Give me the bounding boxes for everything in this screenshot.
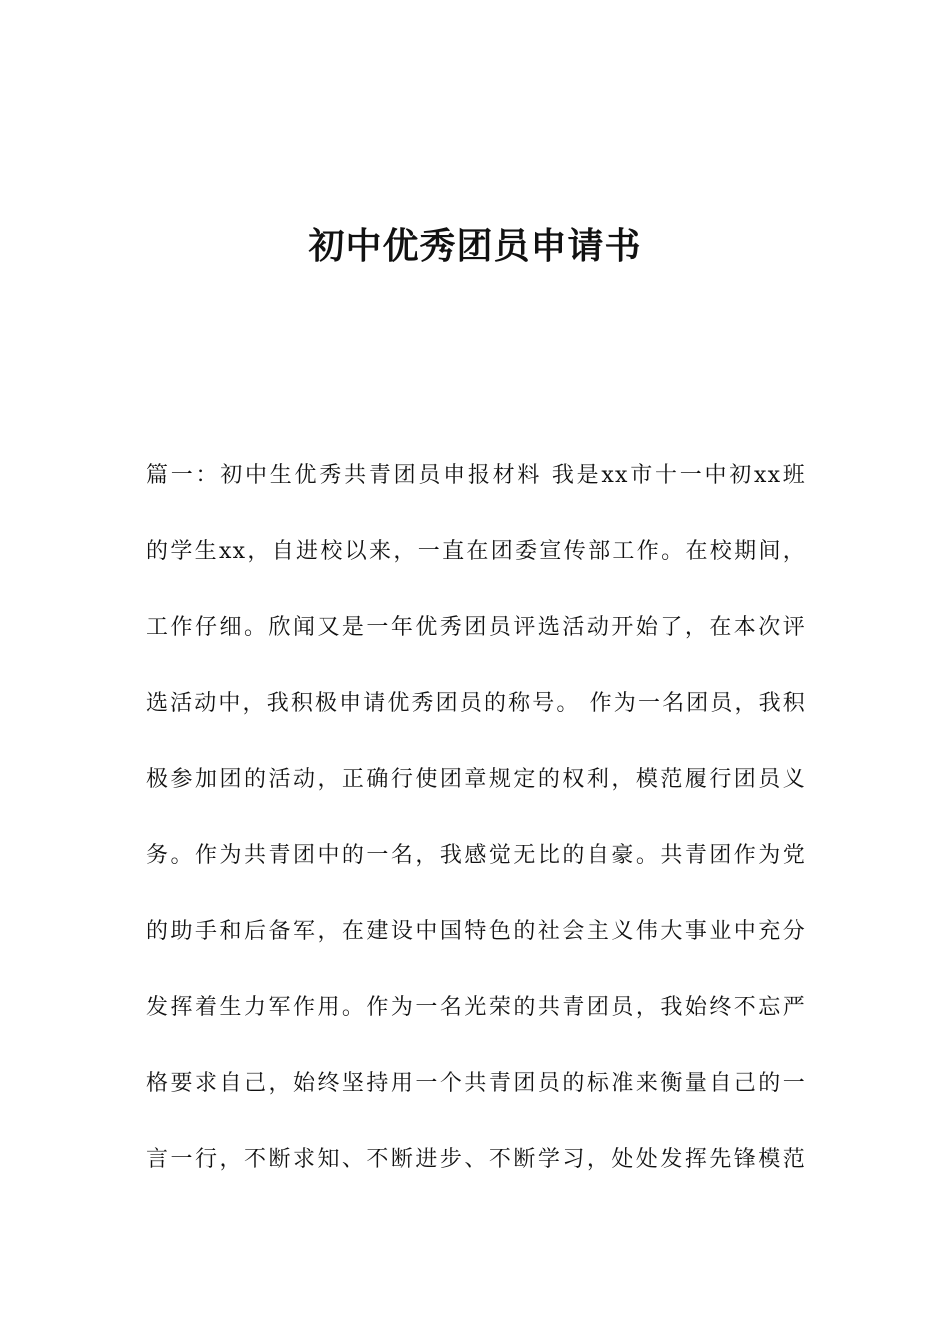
body-line: 工作仔细。欣闻又是一年优秀团员评选活动开始了，在本次评	[146, 615, 806, 640]
body-line: 选活动中，我积极申请优秀团员的称号。 作为一名团员，我积	[146, 691, 806, 716]
document-body	[146, 458, 806, 1218]
body-line: 格要求自己，始终坚持用一个共青团员的标准来衡量自己的一	[146, 1071, 806, 1096]
body-line: 务。作为共青团中的一名，我感觉无比的自豪。共青团作为党	[146, 843, 806, 868]
document-title: 初中优秀团员申请书	[308, 226, 642, 267]
body-line: 的助手和后备军，在建设中国特色的社会主义伟大事业中充分	[146, 919, 806, 944]
body-line: 的学生xx，自进校以来，一直在团委宣传部工作。在校期间，	[146, 539, 806, 564]
body-line: 发挥着生力军作用。作为一名光荣的共青团员，我始终不忘严	[146, 995, 806, 1020]
body-line: 篇一：初中生优秀共青团员申报材料 我是xx市十一中初xx班	[146, 463, 806, 488]
body-line: 极参加团的活动，正确行使团章规定的权利，模范履行团员义	[146, 767, 806, 792]
body-line: 言一行，不断求知、不断进步、不断学习，处处发挥先锋模范	[146, 1147, 806, 1172]
